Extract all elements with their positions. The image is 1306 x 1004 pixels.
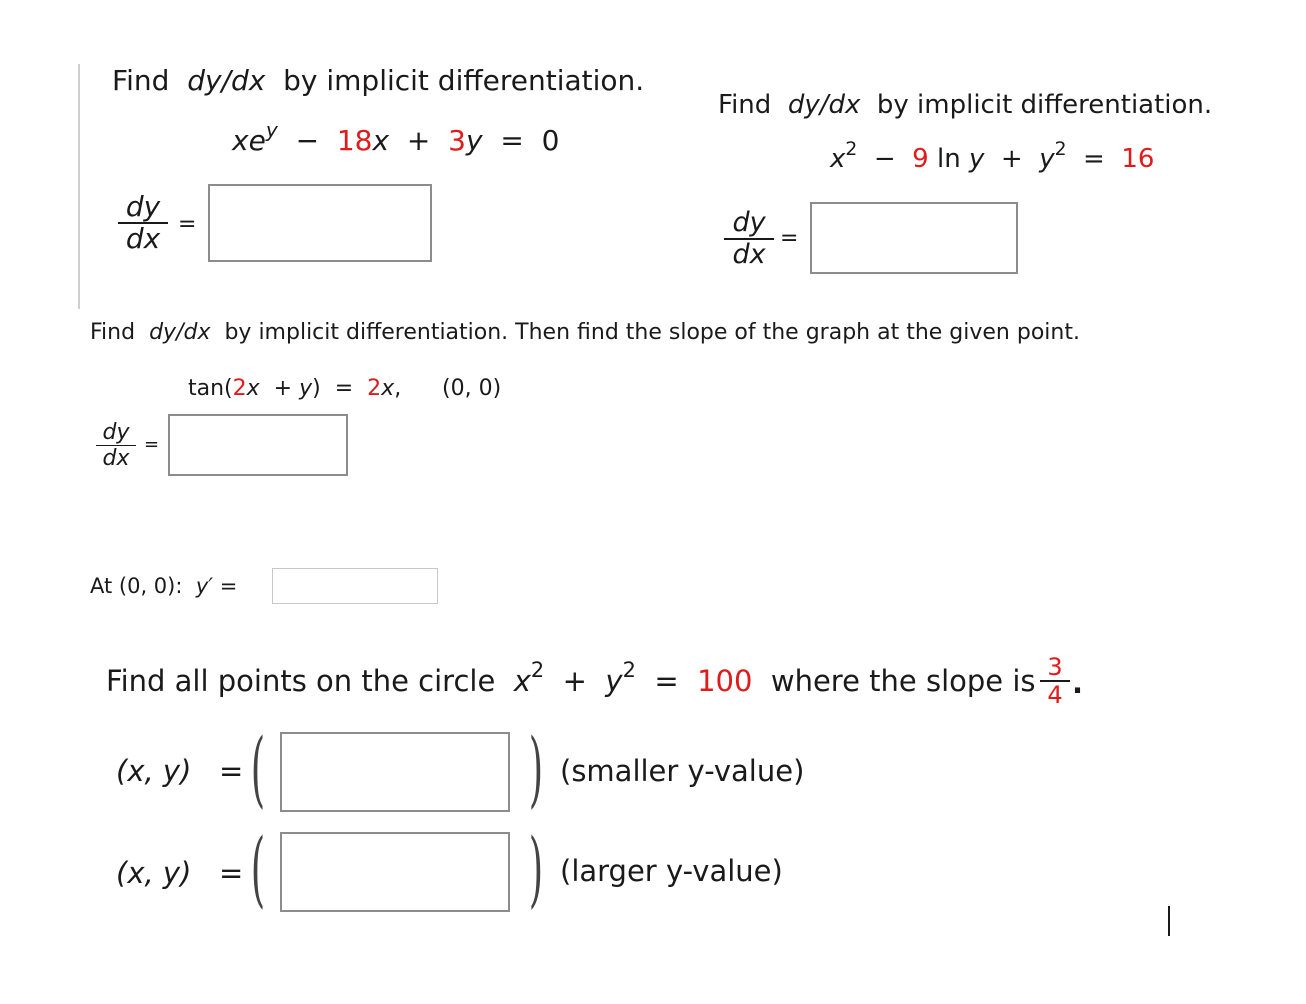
problem2-answer-input[interactable] [810,202,1018,274]
problem4-row2-note: (larger y-value) [560,854,783,888]
problem4-row2-label: (x, y) = [116,856,244,890]
problem3-slope-input[interactable] [272,568,438,604]
problem4-row1-answer-input[interactable] [280,732,510,812]
problem4-row2-answer-input[interactable] [280,832,510,912]
problem1-instruction: Find dy/dx by implicit differentiation. [112,64,645,97]
problem2-derivative-fraction: $\frac{dy}{dx}$ [724,208,774,270]
problem1-equation: $xe^y - 18x + 3y = 0$ [232,117,560,157]
problem1-equals: = [178,212,197,237]
problem3-answer-input[interactable] [168,414,348,476]
problem4-row2-close-paren: ) [528,822,544,917]
problem3-instruction: Find dy/dx by implicit differentiation. Then find the slope of the graph at the given point. [90,320,1080,345]
problem3-point: (0, 0) [442,376,502,401]
problem4-row1-open-paren: ( [250,722,266,817]
problem3-equals: = [144,434,160,455]
problem4-period: . [1072,666,1084,700]
problem3-derivative-fraction: $\frac{dy}{dx}$ [96,420,136,471]
problem1-derivative-fraction: $\frac{dy}{dx}$ [118,192,168,254]
problem4-row2-open-paren: ( [250,822,266,917]
problem4-row1-note: (smaller y-value) [560,754,805,788]
problem4-row1-close-paren: ) [528,722,544,817]
problem3-slope-label: At (0, 0): y′ = [90,574,238,598]
text-cursor [1168,906,1170,936]
problem1-answer-input[interactable] [208,184,432,262]
problem4-instruction: Find all points on the circle $x^2 + y^2 = 100$ where the slope is [106,658,1036,698]
problem3-equation: tan(2x + y) = 2x, [188,376,402,401]
problem2-instruction: Find dy/dx by implicit differentiation. [718,90,1213,120]
section-divider [78,64,80,309]
problem4-row1-label: (x, y) = [116,754,244,788]
problem4-slope-fraction: $\frac{3}{4}$ [1040,654,1070,708]
problem2-equation: $x^2 - 9$ $\ln y + y^2 = 16$ [830,138,1155,174]
problem2-equals: = [780,226,799,251]
